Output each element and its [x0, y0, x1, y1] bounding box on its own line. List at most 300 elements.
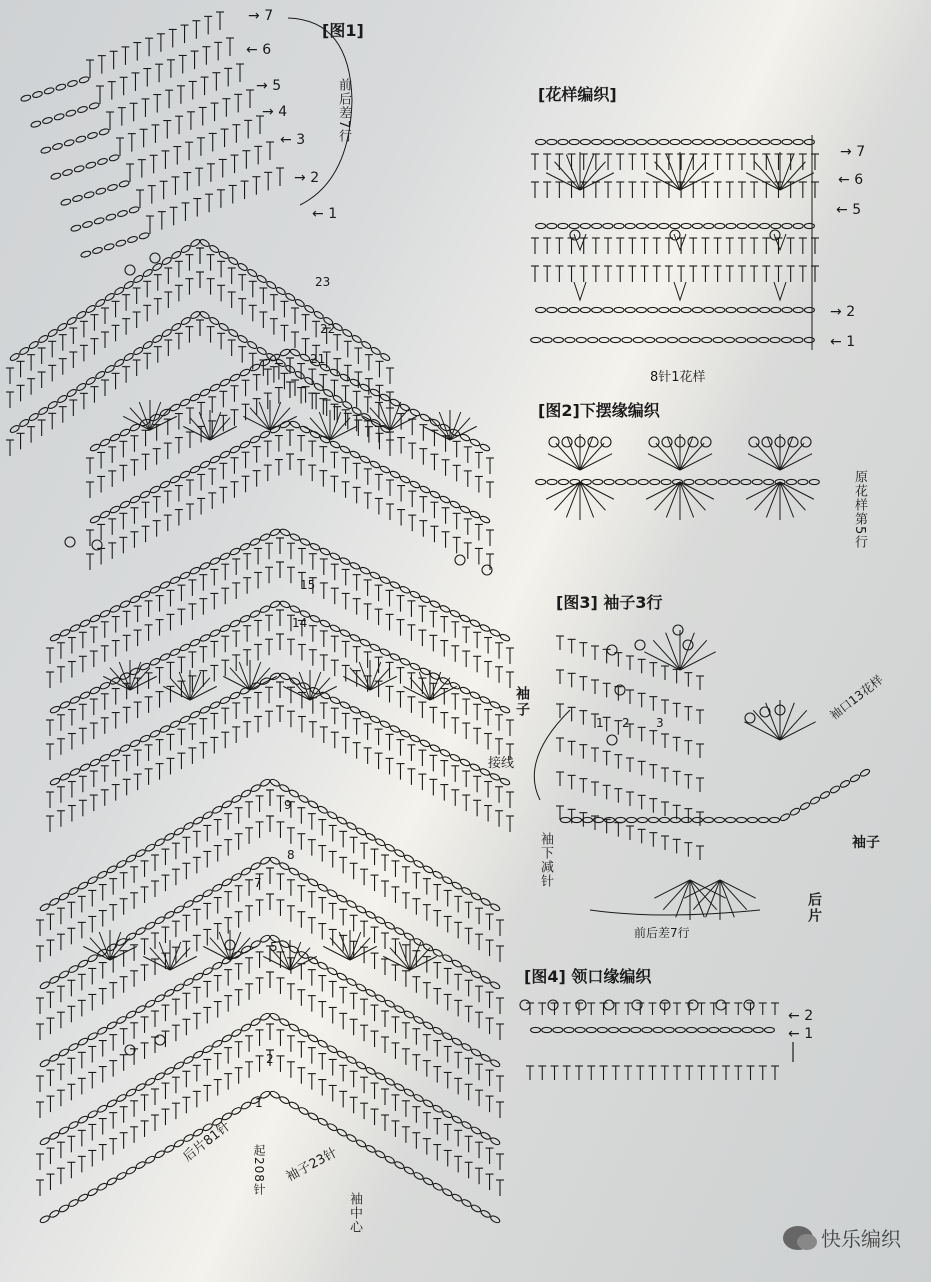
chain-stitch: [336, 816, 347, 825]
chain-stitch: [469, 619, 480, 628]
fan-stroke: [566, 155, 580, 190]
chain-stitch: [39, 1215, 50, 1224]
chain-stitch: [219, 624, 230, 633]
chain-stitch: [55, 83, 66, 91]
chain-stitch: [66, 316, 77, 326]
fan-stroke: [646, 173, 680, 190]
fig1-title: [图1]: [322, 21, 364, 40]
fan-stroke: [780, 155, 794, 190]
fan-stroke: [755, 162, 780, 190]
chain-stitch: [432, 1104, 443, 1113]
chain-stitch: [659, 307, 669, 312]
chain-stitch: [269, 778, 280, 787]
fig3-row-number: 2: [622, 716, 630, 730]
chain-stitch: [461, 886, 472, 895]
chain-stitch: [179, 643, 190, 652]
chain-stitch: [149, 585, 160, 594]
chain-stitch: [133, 346, 144, 356]
chain-stitch: [239, 614, 250, 623]
fan-stroke: [680, 482, 705, 510]
fan-stroke: [780, 703, 794, 740]
chain-stitch: [365, 988, 376, 997]
chain-stitch: [698, 1027, 708, 1032]
chain-stitch: [715, 223, 725, 228]
chain-stitch: [592, 139, 602, 144]
chain-stitch: [256, 346, 267, 356]
chain-stitch: [164, 832, 175, 841]
chain-stitch: [747, 337, 757, 342]
chain-stitch: [704, 223, 714, 228]
chain-stitch: [351, 334, 362, 344]
chain-stitch: [715, 139, 725, 144]
chain-stitch: [240, 789, 251, 798]
fan-stroke: [390, 948, 410, 970]
chain-stitch: [576, 337, 586, 342]
fig1-sleeve-label: 袖子23针: [283, 1145, 340, 1185]
chain-stitch: [394, 1004, 405, 1013]
chain-stitch: [164, 910, 175, 919]
chain-stitch: [77, 881, 88, 890]
chain-stitch: [693, 817, 703, 822]
chain-stitch: [469, 510, 480, 519]
chain-stitch: [57, 394, 68, 404]
fan-stroke: [780, 482, 794, 517]
chain-stitch: [737, 223, 747, 228]
chain-stitch: [649, 817, 659, 822]
chain-stitch: [209, 629, 220, 638]
chain-stitch: [190, 238, 201, 248]
chain-stitch: [106, 1177, 117, 1186]
chain-stitch: [569, 139, 579, 144]
picot-stitch: [125, 1045, 135, 1055]
chain-stitch: [319, 619, 330, 628]
chain-stitch: [109, 433, 120, 442]
chain-stitch: [531, 337, 541, 342]
chain-stitch: [288, 1023, 299, 1032]
fig1-row-number: 21: [310, 352, 326, 366]
chain-stitch: [631, 1027, 641, 1032]
chain-stitch: [89, 686, 100, 695]
fig1-row-number: 23: [315, 275, 331, 289]
chain-stitch: [384, 843, 395, 852]
chain-stitch: [720, 1027, 730, 1032]
chain-stitch: [804, 223, 814, 228]
chain-stitch: [67, 80, 78, 88]
chain-stitch: [212, 883, 223, 892]
pattern-row-marker: → 7: [840, 144, 866, 160]
chain-stitch: [349, 561, 360, 570]
fig3-sleeve-label-right: 袖子: [852, 835, 880, 851]
row-marker-label: 7: [264, 8, 274, 24]
chain-stitch: [69, 624, 80, 633]
chain-stitch: [439, 604, 450, 613]
chain-stitch: [199, 238, 210, 248]
chain-stitch: [49, 633, 60, 642]
chain-stitch: [451, 959, 462, 968]
chain-stitch: [49, 1053, 60, 1062]
chain-stitch: [127, 236, 138, 244]
chain-stitch: [139, 662, 150, 671]
chain-stitch: [212, 805, 223, 814]
chain-stitch: [742, 1027, 752, 1032]
chain-stitch: [329, 440, 340, 449]
chain-stitch: [125, 932, 136, 941]
chain-stitch: [449, 753, 460, 762]
chain-stitch: [748, 139, 758, 144]
chain-stitch: [349, 450, 360, 459]
chain-stitch: [499, 777, 510, 786]
chain-stitch: [212, 961, 223, 970]
picot-stitch: [801, 437, 811, 447]
chain-stitch: [359, 710, 370, 719]
chain-stitch: [682, 817, 692, 822]
picot-stitch: [548, 1000, 558, 1010]
fig3-join-label: 接线: [488, 756, 515, 771]
chain-stitch: [614, 139, 624, 144]
chain-stitch: [250, 861, 261, 870]
chain-stitch: [87, 1187, 98, 1196]
chain-stitch: [169, 720, 180, 729]
chain-stitch: [49, 975, 60, 984]
chain-stitch: [449, 500, 460, 509]
picot-stitch: [562, 437, 572, 447]
chain-stitch: [422, 943, 433, 952]
chain-stitch: [240, 867, 251, 876]
chain-stitch: [180, 316, 191, 326]
chain-stitch: [307, 800, 318, 809]
chain-stitch: [57, 322, 68, 332]
chain-stitch: [95, 370, 106, 380]
chain-stitch: [142, 340, 153, 350]
chain-stitch: [389, 580, 400, 589]
fig4-title: [图4] 领口缘编织: [524, 967, 652, 986]
fig1-row-number: 9: [284, 798, 292, 812]
chain-stitch: [39, 1059, 50, 1068]
chain-stitch: [329, 552, 340, 561]
chain-stitch: [829, 785, 840, 794]
chain-stitch: [179, 715, 190, 724]
chain-stitch: [346, 821, 357, 830]
row-marker-label: 1: [846, 334, 856, 350]
row-marker-label: 6: [854, 172, 864, 188]
chain-stitch: [616, 817, 626, 822]
chain-stitch: [432, 1026, 443, 1035]
chain-stitch: [413, 859, 424, 868]
chain-stitch: [599, 337, 609, 342]
chain-stitch: [609, 1027, 619, 1032]
chain-stitch: [169, 648, 180, 657]
chain-stitch: [597, 1027, 607, 1032]
chain-stitch: [725, 337, 735, 342]
chain-stitch: [209, 244, 220, 254]
chain-stitch: [565, 337, 575, 342]
chain-stitch: [355, 827, 366, 836]
chain-stitch: [49, 777, 60, 786]
chain-stitch: [32, 91, 43, 99]
chain-stitch: [119, 180, 130, 188]
chain-stitch: [229, 691, 240, 700]
pattern-title: [花样编织]: [538, 85, 617, 104]
chain-stitch: [80, 250, 91, 258]
chain-stitch: [135, 1082, 146, 1091]
chain-stitch: [95, 298, 106, 308]
chain-stitch: [62, 169, 73, 177]
chain-stitch: [59, 772, 70, 781]
chain-stitch: [77, 106, 88, 114]
chain-stitch: [403, 1010, 414, 1019]
chain-stitch: [793, 307, 803, 312]
chain-stitch: [349, 705, 360, 714]
chain-stitch: [741, 479, 751, 484]
chain-stitch: [736, 337, 746, 342]
chain-stitch: [173, 827, 184, 836]
chain-stitch: [648, 139, 658, 144]
chain-stitch: [625, 139, 635, 144]
chain-stitch: [180, 244, 191, 254]
fan-stroke: [190, 418, 210, 440]
chain-stitch: [52, 143, 63, 151]
pattern-repeat-note: 8针1花样: [650, 370, 706, 385]
chain-stitch: [269, 1012, 280, 1021]
chain-stitch: [161, 256, 172, 266]
fan-stroke: [330, 418, 350, 440]
chain-stitch: [304, 376, 315, 386]
chain-stitch: [161, 328, 172, 338]
chain-stitch: [298, 794, 309, 803]
fan-stroke: [780, 482, 814, 499]
chain-stitch: [231, 872, 242, 881]
chain-stitch: [365, 910, 376, 919]
chain-stitch: [547, 307, 557, 312]
picot-stitch: [716, 1000, 726, 1010]
picot-stitch: [744, 1000, 754, 1010]
fan-stroke: [780, 710, 807, 740]
chain-stitch: [695, 479, 705, 484]
chain-stitch: [859, 768, 870, 777]
chain-stitch: [394, 1160, 405, 1169]
chain-stitch: [285, 292, 296, 302]
fan-stroke: [720, 880, 734, 917]
chain-stitch: [369, 571, 380, 580]
chain-stitch: [339, 629, 350, 638]
picot-stitch: [788, 437, 798, 447]
fan-stroke: [644, 652, 680, 670]
fig1-row-number: 5: [270, 940, 278, 954]
fan-stroke: [690, 880, 717, 910]
chain-stitch: [68, 1198, 79, 1207]
fan-stroke: [780, 722, 816, 740]
chain-stitch: [209, 316, 220, 326]
chain-stitch: [809, 796, 820, 805]
chain-stitch: [627, 817, 637, 822]
chain-stitch: [442, 953, 453, 962]
chain-stitch: [547, 139, 557, 144]
chain-stitch: [294, 370, 305, 380]
chain-stitch: [9, 352, 20, 362]
chain-stitch: [125, 1166, 136, 1175]
chain-stitch: [104, 364, 115, 374]
fan-stroke: [693, 880, 720, 910]
chain-stitch: [451, 1037, 462, 1046]
chain-stitch: [94, 217, 105, 225]
chain-stitch: [384, 999, 395, 1008]
chain-stitch: [192, 972, 203, 981]
chain-stitch: [375, 994, 386, 1003]
chain-stitch: [459, 614, 470, 623]
chain-stitch: [69, 768, 80, 777]
chain-stitch: [480, 1131, 491, 1140]
chain-stitch: [605, 817, 615, 822]
chain-stitch: [85, 304, 96, 314]
chain-stitch: [229, 373, 240, 382]
chain-stitch: [218, 322, 229, 332]
chain-stitch: [79, 691, 90, 700]
fig3-sleeve-label: 袖子: [514, 686, 530, 718]
chain-stitch: [125, 1010, 136, 1019]
chain-stitch: [349, 378, 360, 387]
fig3-row-number: 1: [596, 716, 604, 730]
chain-stitch: [379, 393, 390, 402]
chain-stitch: [183, 899, 194, 908]
chain-stitch: [231, 794, 242, 803]
chain-stitch: [59, 700, 70, 709]
chain-stitch: [459, 686, 470, 695]
chain-stitch: [593, 479, 603, 484]
chain-stitch: [542, 1027, 552, 1032]
chain-stitch: [135, 1160, 146, 1169]
chain-stitch: [87, 875, 98, 884]
chain-stitch: [461, 1042, 472, 1051]
chain-stitch: [125, 854, 136, 863]
chain-stitch: [149, 729, 160, 738]
chain-stitch: [231, 1106, 242, 1115]
chain-stitch: [221, 1034, 232, 1043]
chain-stitch: [199, 705, 210, 714]
chain-stitch: [85, 376, 96, 386]
chain-stitch: [64, 139, 75, 147]
chain-stitch: [164, 988, 175, 997]
chain-stitch: [399, 657, 410, 666]
chain-stitch: [642, 1027, 652, 1032]
chain-stitch: [249, 609, 260, 618]
chain-stitch: [189, 465, 200, 474]
chain-stitch: [229, 445, 240, 454]
chain-stitch: [394, 926, 405, 935]
chain-stitch: [480, 897, 491, 906]
chain-stitch: [432, 870, 443, 879]
chain-stitch: [580, 223, 590, 228]
chain-stitch: [97, 1104, 108, 1113]
chain-stitch: [39, 903, 50, 912]
chain-stitch: [490, 981, 501, 990]
row-marker-label: 4: [278, 104, 288, 120]
chain-stitch: [159, 724, 170, 733]
fan-stroke: [780, 173, 814, 190]
pattern-row-marker: ← 6: [838, 172, 864, 188]
chain-stitch: [87, 1109, 98, 1118]
chain-stitch: [189, 638, 200, 647]
chain-stitch: [346, 899, 357, 908]
chain-stitch: [95, 187, 106, 195]
chain-stitch: [119, 600, 130, 609]
chain-stitch: [380, 352, 391, 362]
chain-stitch: [789, 807, 800, 816]
chain-stitch: [849, 774, 860, 783]
chain-stitch: [60, 198, 71, 206]
chain-stitch: [389, 652, 400, 661]
chain-stitch: [247, 268, 258, 278]
chain-stitch: [730, 479, 740, 484]
chain-stitch: [327, 888, 338, 897]
chain-stitch: [442, 1031, 453, 1040]
chain-stitch: [638, 817, 648, 822]
chain-stitch: [116, 859, 127, 868]
chain-stitch: [339, 701, 350, 710]
chain-stitch: [99, 681, 110, 690]
fan-stroke: [580, 482, 605, 510]
chain-stitch: [173, 905, 184, 914]
chain-stitch: [793, 337, 803, 342]
chain-stitch: [145, 1077, 156, 1086]
chain-stitch: [202, 810, 213, 819]
fig1-row-marker: ← 3: [280, 132, 306, 148]
chain-stitch: [59, 628, 70, 637]
chain-stitch: [129, 667, 140, 676]
chain-stitch: [179, 470, 190, 479]
pattern-row-marker: → 2: [830, 304, 856, 320]
wechat-icon: [783, 1226, 813, 1250]
chain-stitch: [499, 633, 510, 642]
chain-stitch: [119, 428, 130, 437]
chain-stitch: [219, 450, 230, 459]
chain-stitch: [229, 619, 240, 628]
chain-stitch: [77, 1037, 88, 1046]
chain-stitch: [279, 528, 290, 537]
chain-stitch: [603, 223, 613, 228]
chain-stitch: [199, 310, 210, 320]
chain-stitch: [199, 561, 210, 570]
chain-stitch: [692, 307, 702, 312]
fig1-row-number: 1: [255, 1096, 263, 1110]
row-marker-label: 3: [296, 132, 306, 148]
chain-stitch: [748, 817, 758, 822]
chain-stitch: [384, 921, 395, 930]
chain-stitch: [413, 937, 424, 946]
fig2-side-note: 原花样第5行: [852, 470, 867, 550]
chain-stitch: [199, 460, 210, 469]
chain-stitch: [82, 221, 93, 229]
chain-stitch: [229, 547, 240, 556]
chain-stitch: [349, 633, 360, 642]
chain-stitch: [490, 903, 501, 912]
chain-stitch: [684, 479, 694, 484]
fan-stroke: [566, 482, 580, 517]
fan-stroke: [680, 633, 694, 670]
chain-stitch: [135, 1004, 146, 1013]
chain-stitch: [109, 748, 120, 757]
chain-stitch: [249, 363, 260, 372]
chain-stitch: [68, 964, 79, 973]
chain-stitch: [192, 1050, 203, 1059]
picot-stitch: [749, 437, 759, 447]
chain-stitch: [432, 948, 443, 957]
picot-stitch: [125, 265, 135, 275]
chain-stitch: [399, 475, 410, 484]
chain-stitch: [839, 779, 850, 788]
chain-stitch: [422, 1177, 433, 1186]
chain-stitch: [219, 378, 230, 387]
fan-stroke: [706, 880, 720, 917]
